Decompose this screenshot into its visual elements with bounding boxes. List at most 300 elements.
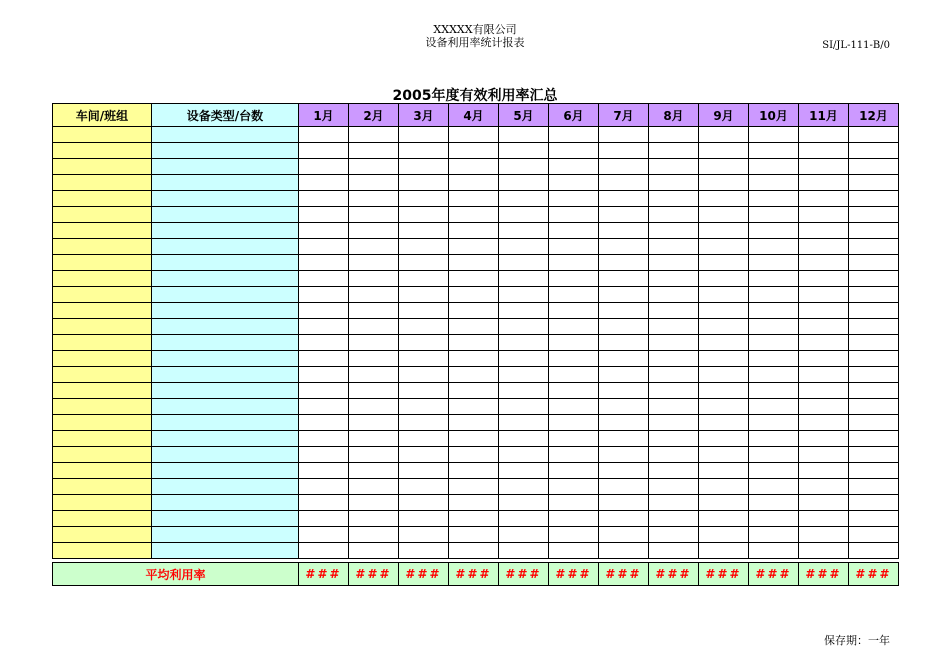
month-value-cell[interactable] bbox=[449, 463, 499, 479]
month-value-cell[interactable] bbox=[499, 463, 549, 479]
month-value-cell[interactable] bbox=[449, 191, 499, 207]
month-value-cell[interactable] bbox=[499, 239, 549, 255]
average-value-cell[interactable]: ### bbox=[749, 563, 799, 586]
month-value-cell[interactable] bbox=[749, 383, 799, 399]
month-value-cell[interactable] bbox=[499, 287, 549, 303]
equipment-cell[interactable] bbox=[152, 399, 299, 415]
month-value-cell[interactable] bbox=[849, 127, 899, 143]
month-value-cell[interactable] bbox=[449, 367, 499, 383]
month-value-cell[interactable] bbox=[799, 159, 849, 175]
month-value-cell[interactable] bbox=[599, 207, 649, 223]
workshop-cell[interactable] bbox=[53, 143, 152, 159]
month-value-cell[interactable] bbox=[849, 255, 899, 271]
month-value-cell[interactable] bbox=[399, 127, 449, 143]
month-value-cell[interactable] bbox=[349, 255, 399, 271]
month-value-cell[interactable] bbox=[549, 271, 599, 287]
month-value-cell[interactable] bbox=[849, 319, 899, 335]
month-value-cell[interactable] bbox=[499, 303, 549, 319]
month-value-cell[interactable] bbox=[299, 351, 349, 367]
month-value-cell[interactable] bbox=[699, 143, 749, 159]
month-value-cell[interactable] bbox=[399, 383, 449, 399]
equipment-cell[interactable] bbox=[152, 271, 299, 287]
month-value-cell[interactable] bbox=[449, 207, 499, 223]
month-value-cell[interactable] bbox=[449, 143, 499, 159]
equipment-cell[interactable] bbox=[152, 527, 299, 543]
equipment-cell[interactable] bbox=[152, 319, 299, 335]
month-value-cell[interactable] bbox=[749, 463, 799, 479]
month-value-cell[interactable] bbox=[599, 463, 649, 479]
month-value-cell[interactable] bbox=[549, 399, 599, 415]
month-value-cell[interactable] bbox=[699, 463, 749, 479]
month-value-cell[interactable] bbox=[849, 239, 899, 255]
month-value-cell[interactable] bbox=[849, 143, 899, 159]
month-value-cell[interactable] bbox=[599, 271, 649, 287]
month-value-cell[interactable] bbox=[299, 495, 349, 511]
month-value-cell[interactable] bbox=[399, 479, 449, 495]
month-value-cell[interactable] bbox=[449, 159, 499, 175]
month-value-cell[interactable] bbox=[799, 271, 849, 287]
month-value-cell[interactable] bbox=[799, 351, 849, 367]
month-value-cell[interactable] bbox=[699, 303, 749, 319]
month-value-cell[interactable] bbox=[349, 479, 399, 495]
month-value-cell[interactable] bbox=[799, 239, 849, 255]
month-value-cell[interactable] bbox=[649, 431, 699, 447]
month-value-cell[interactable] bbox=[649, 479, 699, 495]
month-value-cell[interactable] bbox=[699, 207, 749, 223]
month-value-cell[interactable] bbox=[749, 287, 799, 303]
month-value-cell[interactable] bbox=[299, 239, 349, 255]
month-value-cell[interactable] bbox=[749, 143, 799, 159]
month-value-cell[interactable] bbox=[499, 415, 549, 431]
month-value-cell[interactable] bbox=[549, 431, 599, 447]
month-value-cell[interactable] bbox=[649, 367, 699, 383]
month-value-cell[interactable] bbox=[349, 383, 399, 399]
month-value-cell[interactable] bbox=[849, 367, 899, 383]
month-value-cell[interactable] bbox=[349, 159, 399, 175]
month-value-cell[interactable] bbox=[399, 351, 449, 367]
average-value-cell[interactable]: ### bbox=[799, 563, 849, 586]
month-value-cell[interactable] bbox=[449, 303, 499, 319]
month-value-cell[interactable] bbox=[849, 271, 899, 287]
workshop-cell[interactable] bbox=[53, 287, 152, 303]
month-value-cell[interactable] bbox=[399, 239, 449, 255]
month-value-cell[interactable] bbox=[849, 303, 899, 319]
month-value-cell[interactable] bbox=[499, 255, 549, 271]
month-value-cell[interactable] bbox=[349, 527, 399, 543]
month-value-cell[interactable] bbox=[549, 479, 599, 495]
equipment-cell[interactable] bbox=[152, 511, 299, 527]
month-value-cell[interactable] bbox=[849, 447, 899, 463]
month-value-cell[interactable] bbox=[799, 415, 849, 431]
month-value-cell[interactable] bbox=[699, 335, 749, 351]
month-value-cell[interactable] bbox=[849, 495, 899, 511]
month-value-cell[interactable] bbox=[699, 351, 749, 367]
workshop-cell[interactable] bbox=[53, 543, 152, 559]
month-value-cell[interactable] bbox=[749, 175, 799, 191]
workshop-cell[interactable] bbox=[53, 175, 152, 191]
workshop-cell[interactable] bbox=[53, 207, 152, 223]
month-value-cell[interactable] bbox=[749, 191, 799, 207]
month-value-cell[interactable] bbox=[849, 431, 899, 447]
workshop-cell[interactable] bbox=[53, 495, 152, 511]
workshop-cell[interactable] bbox=[53, 527, 152, 543]
month-value-cell[interactable] bbox=[349, 351, 399, 367]
month-value-cell[interactable] bbox=[549, 223, 599, 239]
month-value-cell[interactable] bbox=[799, 495, 849, 511]
month-value-cell[interactable] bbox=[699, 479, 749, 495]
month-value-cell[interactable] bbox=[599, 511, 649, 527]
month-value-cell[interactable] bbox=[799, 207, 849, 223]
month-value-cell[interactable] bbox=[449, 511, 499, 527]
month-value-cell[interactable] bbox=[499, 495, 549, 511]
month-value-cell[interactable] bbox=[399, 463, 449, 479]
average-value-cell[interactable]: ### bbox=[499, 563, 549, 586]
month-value-cell[interactable] bbox=[599, 255, 649, 271]
month-value-cell[interactable] bbox=[799, 367, 849, 383]
month-value-cell[interactable] bbox=[799, 335, 849, 351]
workshop-cell[interactable] bbox=[53, 447, 152, 463]
month-value-cell[interactable] bbox=[649, 223, 699, 239]
month-value-cell[interactable] bbox=[399, 159, 449, 175]
month-value-cell[interactable] bbox=[749, 447, 799, 463]
equipment-cell[interactable] bbox=[152, 431, 299, 447]
month-value-cell[interactable] bbox=[399, 367, 449, 383]
month-value-cell[interactable] bbox=[599, 351, 649, 367]
month-value-cell[interactable] bbox=[299, 319, 349, 335]
month-value-cell[interactable] bbox=[849, 207, 899, 223]
month-value-cell[interactable] bbox=[449, 271, 499, 287]
month-value-cell[interactable] bbox=[649, 175, 699, 191]
workshop-cell[interactable] bbox=[53, 383, 152, 399]
month-value-cell[interactable] bbox=[399, 415, 449, 431]
equipment-cell[interactable] bbox=[152, 191, 299, 207]
month-value-cell[interactable] bbox=[849, 543, 899, 559]
equipment-cell[interactable] bbox=[152, 367, 299, 383]
month-value-cell[interactable] bbox=[599, 431, 649, 447]
month-value-cell[interactable] bbox=[749, 415, 799, 431]
month-value-cell[interactable] bbox=[799, 543, 849, 559]
month-value-cell[interactable] bbox=[299, 127, 349, 143]
month-value-cell[interactable] bbox=[699, 159, 749, 175]
month-value-cell[interactable] bbox=[349, 447, 399, 463]
month-value-cell[interactable] bbox=[699, 127, 749, 143]
month-value-cell[interactable] bbox=[449, 335, 499, 351]
month-value-cell[interactable] bbox=[749, 543, 799, 559]
month-value-cell[interactable] bbox=[299, 383, 349, 399]
month-value-cell[interactable] bbox=[499, 351, 549, 367]
month-value-cell[interactable] bbox=[549, 415, 599, 431]
month-value-cell[interactable] bbox=[649, 447, 699, 463]
month-value-cell[interactable] bbox=[449, 415, 499, 431]
month-value-cell[interactable] bbox=[299, 287, 349, 303]
month-value-cell[interactable] bbox=[749, 303, 799, 319]
month-value-cell[interactable] bbox=[399, 287, 449, 303]
month-value-cell[interactable] bbox=[549, 207, 599, 223]
month-value-cell[interactable] bbox=[649, 303, 699, 319]
month-value-cell[interactable] bbox=[699, 271, 749, 287]
month-value-cell[interactable] bbox=[599, 287, 649, 303]
month-value-cell[interactable] bbox=[549, 335, 599, 351]
month-value-cell[interactable] bbox=[749, 239, 799, 255]
month-value-cell[interactable] bbox=[799, 383, 849, 399]
month-value-cell[interactable] bbox=[749, 255, 799, 271]
workshop-cell[interactable] bbox=[53, 415, 152, 431]
month-value-cell[interactable] bbox=[549, 511, 599, 527]
month-value-cell[interactable] bbox=[499, 447, 549, 463]
month-value-cell[interactable] bbox=[549, 543, 599, 559]
average-value-cell[interactable]: ### bbox=[549, 563, 599, 586]
workshop-cell[interactable] bbox=[53, 319, 152, 335]
month-value-cell[interactable] bbox=[299, 367, 349, 383]
month-value-cell[interactable] bbox=[649, 159, 699, 175]
month-value-cell[interactable] bbox=[749, 479, 799, 495]
equipment-cell[interactable] bbox=[152, 287, 299, 303]
month-value-cell[interactable] bbox=[649, 463, 699, 479]
month-value-cell[interactable] bbox=[649, 255, 699, 271]
month-value-cell[interactable] bbox=[549, 255, 599, 271]
month-value-cell[interactable] bbox=[399, 495, 449, 511]
month-value-cell[interactable] bbox=[299, 335, 349, 351]
month-value-cell[interactable] bbox=[299, 143, 349, 159]
month-value-cell[interactable] bbox=[549, 191, 599, 207]
month-value-cell[interactable] bbox=[799, 127, 849, 143]
month-value-cell[interactable] bbox=[399, 335, 449, 351]
month-value-cell[interactable] bbox=[799, 447, 849, 463]
workshop-cell[interactable] bbox=[53, 303, 152, 319]
month-value-cell[interactable] bbox=[499, 543, 549, 559]
month-value-cell[interactable] bbox=[599, 159, 649, 175]
month-value-cell[interactable] bbox=[749, 527, 799, 543]
month-value-cell[interactable] bbox=[749, 399, 799, 415]
month-value-cell[interactable] bbox=[449, 351, 499, 367]
workshop-cell[interactable] bbox=[53, 399, 152, 415]
month-value-cell[interactable] bbox=[849, 527, 899, 543]
month-value-cell[interactable] bbox=[349, 335, 399, 351]
month-value-cell[interactable] bbox=[749, 159, 799, 175]
month-value-cell[interactable] bbox=[499, 399, 549, 415]
month-value-cell[interactable] bbox=[349, 127, 399, 143]
month-value-cell[interactable] bbox=[649, 207, 699, 223]
average-value-cell[interactable]: ### bbox=[399, 563, 449, 586]
month-value-cell[interactable] bbox=[349, 191, 399, 207]
month-value-cell[interactable] bbox=[749, 367, 799, 383]
month-value-cell[interactable] bbox=[699, 319, 749, 335]
month-value-cell[interactable] bbox=[849, 175, 899, 191]
workshop-cell[interactable] bbox=[53, 127, 152, 143]
month-value-cell[interactable] bbox=[299, 159, 349, 175]
month-value-cell[interactable] bbox=[799, 463, 849, 479]
workshop-cell[interactable] bbox=[53, 271, 152, 287]
month-value-cell[interactable] bbox=[699, 415, 749, 431]
month-value-cell[interactable] bbox=[799, 431, 849, 447]
month-value-cell[interactable] bbox=[399, 207, 449, 223]
month-value-cell[interactable] bbox=[699, 399, 749, 415]
month-value-cell[interactable] bbox=[549, 319, 599, 335]
month-value-cell[interactable] bbox=[599, 223, 649, 239]
average-value-cell[interactable]: ### bbox=[849, 563, 899, 586]
month-value-cell[interactable] bbox=[299, 527, 349, 543]
month-value-cell[interactable] bbox=[349, 319, 399, 335]
month-value-cell[interactable] bbox=[699, 431, 749, 447]
month-value-cell[interactable] bbox=[649, 495, 699, 511]
month-value-cell[interactable] bbox=[599, 191, 649, 207]
month-value-cell[interactable] bbox=[599, 527, 649, 543]
month-value-cell[interactable] bbox=[349, 543, 399, 559]
month-value-cell[interactable] bbox=[349, 399, 399, 415]
month-value-cell[interactable] bbox=[399, 319, 449, 335]
month-value-cell[interactable] bbox=[399, 431, 449, 447]
month-value-cell[interactable] bbox=[399, 223, 449, 239]
average-value-cell[interactable]: ### bbox=[299, 563, 349, 586]
equipment-cell[interactable] bbox=[152, 335, 299, 351]
month-value-cell[interactable] bbox=[349, 239, 399, 255]
month-value-cell[interactable] bbox=[449, 527, 499, 543]
month-value-cell[interactable] bbox=[799, 479, 849, 495]
month-value-cell[interactable] bbox=[549, 287, 599, 303]
month-value-cell[interactable] bbox=[749, 223, 799, 239]
month-value-cell[interactable] bbox=[499, 511, 549, 527]
month-value-cell[interactable] bbox=[299, 271, 349, 287]
month-value-cell[interactable] bbox=[349, 303, 399, 319]
month-value-cell[interactable] bbox=[549, 367, 599, 383]
month-value-cell[interactable] bbox=[599, 303, 649, 319]
month-value-cell[interactable] bbox=[499, 159, 549, 175]
month-value-cell[interactable] bbox=[549, 239, 599, 255]
month-value-cell[interactable] bbox=[649, 351, 699, 367]
month-value-cell[interactable] bbox=[549, 159, 599, 175]
month-value-cell[interactable] bbox=[299, 191, 349, 207]
month-value-cell[interactable] bbox=[599, 479, 649, 495]
month-value-cell[interactable] bbox=[299, 479, 349, 495]
month-value-cell[interactable] bbox=[499, 175, 549, 191]
month-value-cell[interactable] bbox=[449, 495, 499, 511]
month-value-cell[interactable] bbox=[449, 319, 499, 335]
workshop-cell[interactable] bbox=[53, 191, 152, 207]
month-value-cell[interactable] bbox=[299, 255, 349, 271]
month-value-cell[interactable] bbox=[349, 415, 399, 431]
month-value-cell[interactable] bbox=[499, 319, 549, 335]
equipment-cell[interactable] bbox=[152, 159, 299, 175]
month-value-cell[interactable] bbox=[349, 175, 399, 191]
month-value-cell[interactable] bbox=[849, 415, 899, 431]
equipment-cell[interactable] bbox=[152, 383, 299, 399]
month-value-cell[interactable] bbox=[499, 431, 549, 447]
month-value-cell[interactable] bbox=[599, 175, 649, 191]
average-value-cell[interactable]: ### bbox=[349, 563, 399, 586]
month-value-cell[interactable] bbox=[749, 207, 799, 223]
month-value-cell[interactable] bbox=[549, 527, 599, 543]
month-value-cell[interactable] bbox=[449, 447, 499, 463]
month-value-cell[interactable] bbox=[699, 527, 749, 543]
month-value-cell[interactable] bbox=[649, 383, 699, 399]
month-value-cell[interactable] bbox=[849, 383, 899, 399]
average-value-cell[interactable]: ### bbox=[599, 563, 649, 586]
month-value-cell[interactable] bbox=[599, 143, 649, 159]
month-value-cell[interactable] bbox=[499, 143, 549, 159]
month-value-cell[interactable] bbox=[599, 415, 649, 431]
month-value-cell[interactable] bbox=[449, 479, 499, 495]
month-value-cell[interactable] bbox=[649, 191, 699, 207]
month-value-cell[interactable] bbox=[699, 175, 749, 191]
month-value-cell[interactable] bbox=[749, 495, 799, 511]
month-value-cell[interactable] bbox=[449, 431, 499, 447]
month-value-cell[interactable] bbox=[599, 495, 649, 511]
month-value-cell[interactable] bbox=[849, 287, 899, 303]
month-value-cell[interactable] bbox=[299, 415, 349, 431]
average-value-cell[interactable]: ### bbox=[449, 563, 499, 586]
month-value-cell[interactable] bbox=[299, 207, 349, 223]
month-value-cell[interactable] bbox=[349, 287, 399, 303]
month-value-cell[interactable] bbox=[799, 399, 849, 415]
month-value-cell[interactable] bbox=[399, 447, 449, 463]
month-value-cell[interactable] bbox=[349, 431, 399, 447]
month-value-cell[interactable] bbox=[599, 127, 649, 143]
month-value-cell[interactable] bbox=[449, 127, 499, 143]
month-value-cell[interactable] bbox=[399, 175, 449, 191]
month-value-cell[interactable] bbox=[299, 543, 349, 559]
month-value-cell[interactable] bbox=[349, 271, 399, 287]
month-value-cell[interactable] bbox=[849, 399, 899, 415]
month-value-cell[interactable] bbox=[399, 255, 449, 271]
month-value-cell[interactable] bbox=[699, 239, 749, 255]
month-value-cell[interactable] bbox=[699, 367, 749, 383]
month-value-cell[interactable] bbox=[699, 255, 749, 271]
month-value-cell[interactable] bbox=[749, 335, 799, 351]
workshop-cell[interactable] bbox=[53, 335, 152, 351]
month-value-cell[interactable] bbox=[399, 399, 449, 415]
month-value-cell[interactable] bbox=[299, 175, 349, 191]
workshop-cell[interactable] bbox=[53, 463, 152, 479]
equipment-cell[interactable] bbox=[152, 479, 299, 495]
workshop-cell[interactable] bbox=[53, 351, 152, 367]
month-value-cell[interactable] bbox=[599, 335, 649, 351]
workshop-cell[interactable] bbox=[53, 367, 152, 383]
month-value-cell[interactable] bbox=[849, 335, 899, 351]
month-value-cell[interactable] bbox=[349, 463, 399, 479]
month-value-cell[interactable] bbox=[399, 143, 449, 159]
month-value-cell[interactable] bbox=[549, 127, 599, 143]
month-value-cell[interactable] bbox=[749, 271, 799, 287]
equipment-cell[interactable] bbox=[152, 223, 299, 239]
equipment-cell[interactable] bbox=[152, 303, 299, 319]
month-value-cell[interactable] bbox=[749, 319, 799, 335]
month-value-cell[interactable] bbox=[549, 175, 599, 191]
month-value-cell[interactable] bbox=[649, 527, 699, 543]
month-value-cell[interactable] bbox=[599, 319, 649, 335]
average-value-cell[interactable]: ### bbox=[649, 563, 699, 586]
month-value-cell[interactable] bbox=[699, 383, 749, 399]
equipment-cell[interactable] bbox=[152, 143, 299, 159]
workshop-cell[interactable] bbox=[53, 223, 152, 239]
month-value-cell[interactable] bbox=[799, 143, 849, 159]
month-value-cell[interactable] bbox=[449, 383, 499, 399]
month-value-cell[interactable] bbox=[299, 223, 349, 239]
average-value-cell[interactable]: ### bbox=[699, 563, 749, 586]
workshop-cell[interactable] bbox=[53, 479, 152, 495]
month-value-cell[interactable] bbox=[649, 143, 699, 159]
workshop-cell[interactable] bbox=[53, 159, 152, 175]
month-value-cell[interactable] bbox=[599, 447, 649, 463]
month-value-cell[interactable] bbox=[599, 239, 649, 255]
month-value-cell[interactable] bbox=[849, 223, 899, 239]
month-value-cell[interactable] bbox=[849, 463, 899, 479]
month-value-cell[interactable] bbox=[449, 223, 499, 239]
equipment-cell[interactable] bbox=[152, 463, 299, 479]
month-value-cell[interactable] bbox=[699, 223, 749, 239]
month-value-cell[interactable] bbox=[549, 303, 599, 319]
month-value-cell[interactable] bbox=[799, 511, 849, 527]
month-value-cell[interactable] bbox=[699, 191, 749, 207]
